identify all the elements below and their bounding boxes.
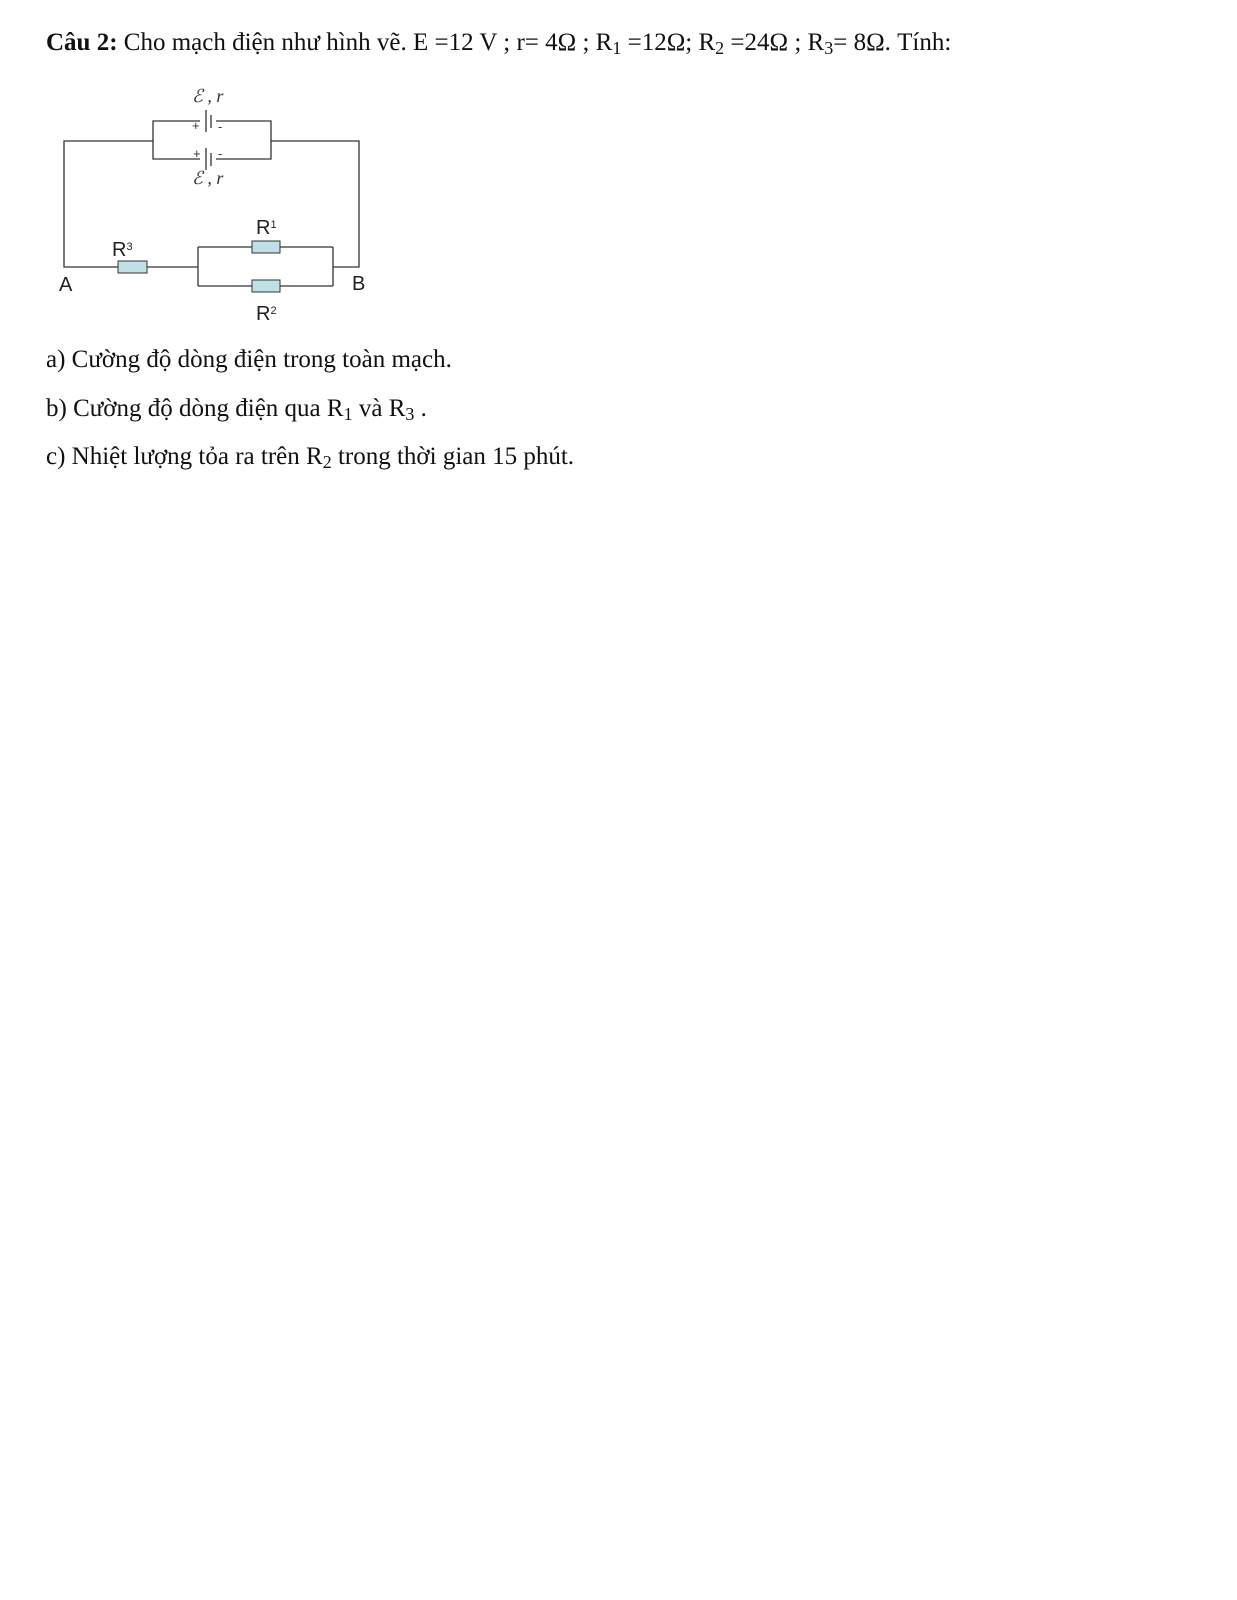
battery-top — [206, 110, 211, 132]
r2-resistor — [252, 280, 280, 292]
r1-label-sub: 1 — [270, 219, 277, 231]
r3-label — [112, 239, 133, 261]
r2-label-sub: 2 — [270, 305, 277, 317]
right-outer-wire — [271, 141, 359, 267]
node-b-label: B — [352, 273, 366, 295]
part-c — [46, 440, 574, 474]
question-statement — [46, 26, 951, 60]
source-top-plus: + — [192, 118, 200, 133]
source-top-label: ℰ , r — [192, 86, 224, 106]
part-c-text: c) Nhiệt lượng tỏa ra trên R — [46, 443, 323, 470]
source-bottom-label: ℰ , r — [192, 168, 224, 188]
circuit-wires — [64, 121, 359, 286]
source-bottom-plus: + — [193, 146, 201, 161]
part-b-post: . — [414, 395, 427, 422]
source-branch-wire-right — [216, 121, 271, 159]
r2-subscript: 2 — [715, 37, 725, 58]
r2-value: =24Ω ; R — [724, 29, 825, 56]
node-a-label: A — [59, 274, 73, 296]
r1-label-main: R — [256, 217, 271, 239]
question-label: Câu 2: — [46, 29, 118, 56]
part-b-r3-sub: 3 — [405, 403, 415, 424]
r3-resistor — [118, 261, 147, 273]
r1-subscript: 1 — [612, 37, 622, 58]
r2-label — [256, 303, 277, 325]
r3-value: = 8Ω. Tính: — [833, 29, 952, 56]
part-c-r2-sub: 2 — [322, 451, 332, 472]
battery-bottom — [206, 148, 211, 170]
r1-label — [256, 217, 277, 239]
r3-label-sub: 3 — [126, 241, 133, 253]
circuit-diagram — [40, 80, 400, 330]
part-b-text: b) Cường độ dòng điện qua R — [46, 395, 344, 422]
r1-resistor — [252, 241, 280, 253]
part-b-mid: và R — [352, 395, 406, 422]
part-c-post: trong thời gian 15 phút. — [331, 443, 575, 470]
part-a: a) Cường độ dòng điện trong toàn mạch. — [46, 346, 452, 373]
r3-subscript: 3 — [824, 37, 834, 58]
r1-value: =12Ω; R — [621, 29, 716, 56]
r3-label-main: R — [112, 239, 127, 261]
part-b — [46, 392, 427, 426]
source-top-minus: - — [218, 119, 223, 134]
question-intro: Cho mạch điện như hình vẽ. E =12 V ; r= 4Ω ; R — [117, 29, 613, 56]
source-bottom-minus: - — [218, 146, 223, 161]
left-outer-wire — [64, 141, 153, 267]
r2-label-main: R — [256, 303, 271, 325]
part-b-r1-sub: 1 — [343, 403, 353, 424]
